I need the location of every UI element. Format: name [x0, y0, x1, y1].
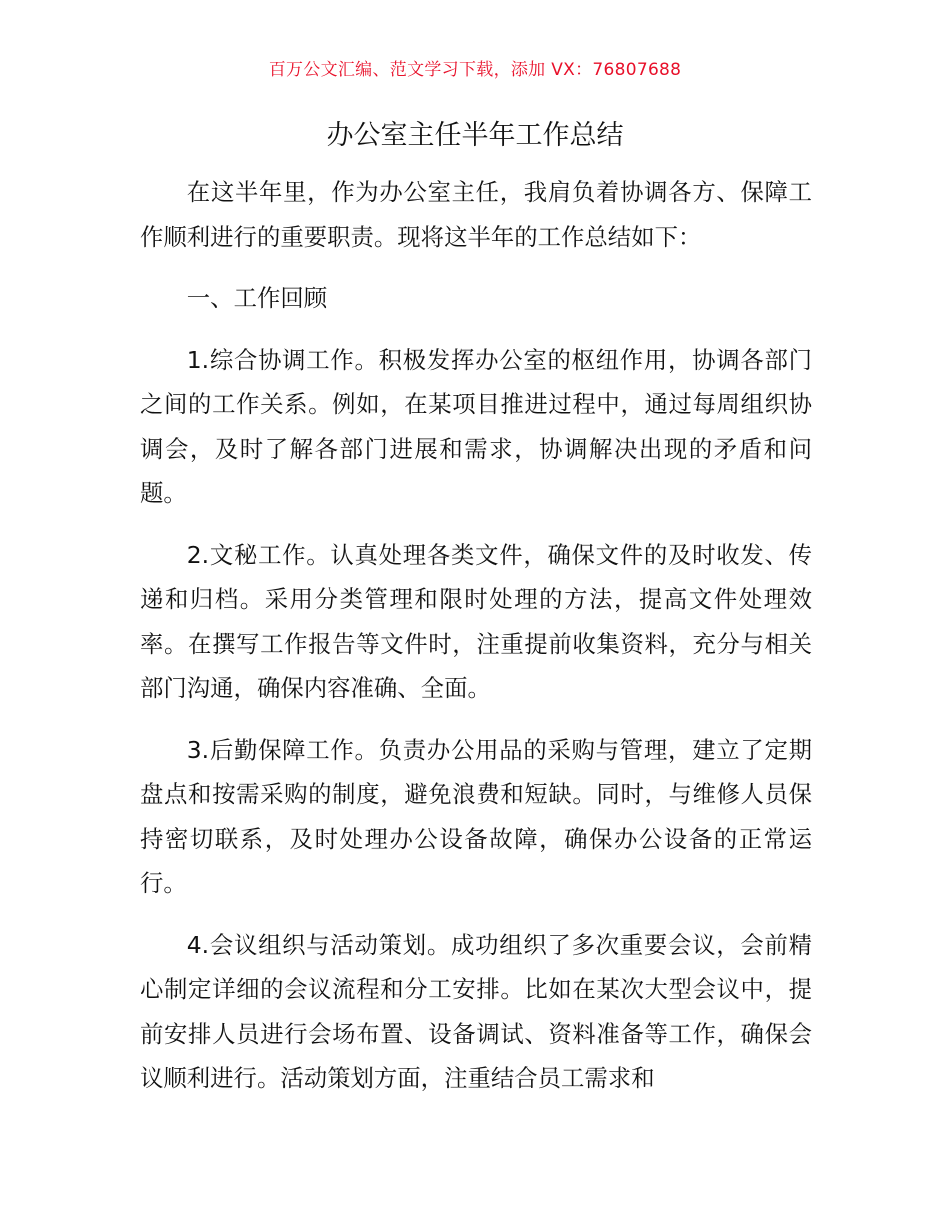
paragraph-secretarial: 2.文秘工作。认真处理各类文件，确保文件的及时收发、传递和归档。采用分类管理和限时处理的方法，提高文件处理效率。在撰写工作报告等文件时，注重提前收集资料，充分与相关部门沟通，确保内容准确、全面。: [140, 540, 812, 702]
paragraph-intro: 在这半年里，作为办公室主任，我肩负着协调各方、保障工作顺利进行的重要职责。现将这半年的工作总结如下：: [140, 178, 812, 251]
paragraph-logistics: 3.后勤保障工作。负责办公用品的采购与管理，建立了定期盘点和按需采购的制度，避免浪费和短缺。同时，与维修人员保持密切联系，及时处理办公设备故障，确保办公设备的正常运行。: [140, 735, 812, 897]
paragraph-coordination: 1.综合协调工作。积极发挥办公室的枢纽作用，协调各部门之间的工作关系。例如，在某项目推进过程中，通过每周组织协调会，及时了解各部门进展和需求，协调解决出现的矛盾和问题。: [140, 345, 812, 507]
document-title: 办公室主任半年工作总结: [326, 120, 624, 151]
watermark-header: 百万公文汇编、范文学习下载，添加 VX：76807688: [268, 60, 682, 80]
document-body: [140, 170, 812, 1118]
section-heading-review: 一、工作回顾: [186, 284, 328, 312]
paragraph-meetings: 4.会议组织与活动策划。成功组织了多次重要会议，会前精心制定详细的会议流程和分工安排。比如在某次大型会议中，提前安排人员进行会场布置、设备调试、资料准备等工作，确保会议顺利进行。活动策划方面，注重结合员工需求和: [140, 930, 812, 1092]
